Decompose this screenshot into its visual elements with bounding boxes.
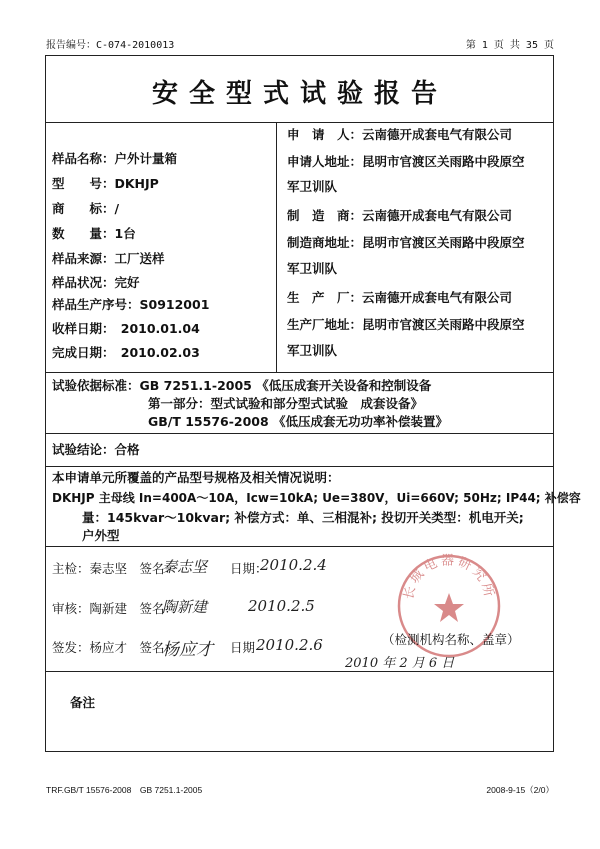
- received-date: 收样日期： 2010.01.04: [52, 321, 200, 336]
- coverage-spec-cont: 量：145kvar～10kvar; 补偿方式：单、三相混补; 投切开关类型：机电开关;: [82, 510, 524, 525]
- divider: [45, 466, 554, 467]
- divider: [45, 372, 554, 373]
- column-divider: [276, 122, 277, 372]
- completed-date: 完成日期： 2010.02.03: [52, 345, 200, 360]
- applicant: 申 请 人：云南德开成套电气有限公司: [287, 127, 513, 142]
- sample-status: 样品状况：完好: [52, 275, 140, 290]
- sample-quantity: 数 量：1台: [52, 226, 136, 241]
- footer-standards: TRF.GB/T 15576-2008 GB 7251.1-2005: [46, 785, 203, 795]
- page-title: 安全型式试验报告: [151, 79, 448, 109]
- main-inspector: 主检：秦志坚 签名：: [52, 561, 178, 576]
- divider: [45, 122, 554, 123]
- test-standard: 试验依据标准：GB 7251.1-2005 《低压成套开关设备和控制设备: [52, 378, 432, 393]
- approve-date-label: 日期: [230, 640, 256, 655]
- report-number: 报告编号：C-074-2010013: [46, 40, 175, 51]
- page-indicator: 第 1 页 共 35 页: [465, 40, 554, 51]
- seal-date: 2010 年 2 月 6 日: [345, 656, 455, 671]
- manufacturer: 制 造 商：云南德开成套电气有限公司: [287, 208, 513, 223]
- applicant-address-cont: 军卫训队: [287, 179, 338, 194]
- reviewer-signature: 陶新建: [162, 598, 208, 616]
- sample-source: 样品来源：工厂送样: [52, 251, 165, 266]
- divider: [45, 546, 554, 547]
- coverage-spec: DKHJP 主母线 In=400A～10A，Icw=10kA; Ue=380V，Ui=660V; 50Hz; IP44; 补偿容: [52, 491, 581, 505]
- seal-caption: （检测机构名称、盖章）: [382, 632, 520, 647]
- test-standard-part: 第一部分：型式试验和部分型式试验 成套设备》: [148, 396, 424, 411]
- sample-name: 样品名称：户外计量箱: [52, 151, 178, 166]
- main-date-handwritten: 2010.2.4: [260, 556, 327, 574]
- sample-model: 型 号：DKHJP: [52, 176, 159, 191]
- coverage-heading: 本申请单元所覆盖的产品型号规格及相关情况说明：: [52, 470, 340, 485]
- coverage-spec-end: 户外型: [82, 528, 120, 543]
- main-inspector-signature: 秦志坚: [162, 558, 208, 576]
- factory-address-cont: 军卫训队: [287, 343, 338, 358]
- divider: [45, 671, 554, 672]
- approver: 签发：杨应才 签名：: [52, 640, 178, 655]
- manufacturer-address: 制造商地址：昆明市官渡区关雨路中段原空: [287, 235, 525, 250]
- applicant-address: 申请人地址：昆明市官渡区关雨路中段原空: [287, 154, 525, 169]
- test-standard-2: GB/T 15576-2008 《低压成套无功功率补偿装置》: [148, 414, 449, 429]
- factory: 生 产 厂：云南德开成套电气有限公司: [287, 290, 513, 305]
- remarks-label: 备注: [70, 695, 96, 710]
- sample-trademark: 商 标：/: [52, 201, 120, 216]
- reviewer-date-handwritten: 2010.2.5: [248, 597, 315, 615]
- factory-address: 生产厂地址：昆明市官渡区关雨路中段原空: [287, 317, 525, 332]
- manufacturer-address-cont: 军卫训队: [287, 261, 338, 276]
- seal-text: 长城电器研究所: [401, 553, 497, 602]
- main-date-label: 日期：: [230, 561, 268, 576]
- divider: [45, 433, 554, 434]
- footer-version: 2008-9-15（2/0）: [486, 785, 554, 795]
- approver-signature: 杨应才: [162, 640, 213, 660]
- seal-star-icon: [434, 593, 464, 622]
- reviewer: 审核：陶新建 签名：: [52, 601, 178, 616]
- approver-date-handwritten: 2010.2.6: [256, 636, 323, 654]
- test-conclusion: 试验结论：合格: [52, 442, 140, 457]
- sample-serial: 样品生产序号：S0912001: [52, 297, 210, 312]
